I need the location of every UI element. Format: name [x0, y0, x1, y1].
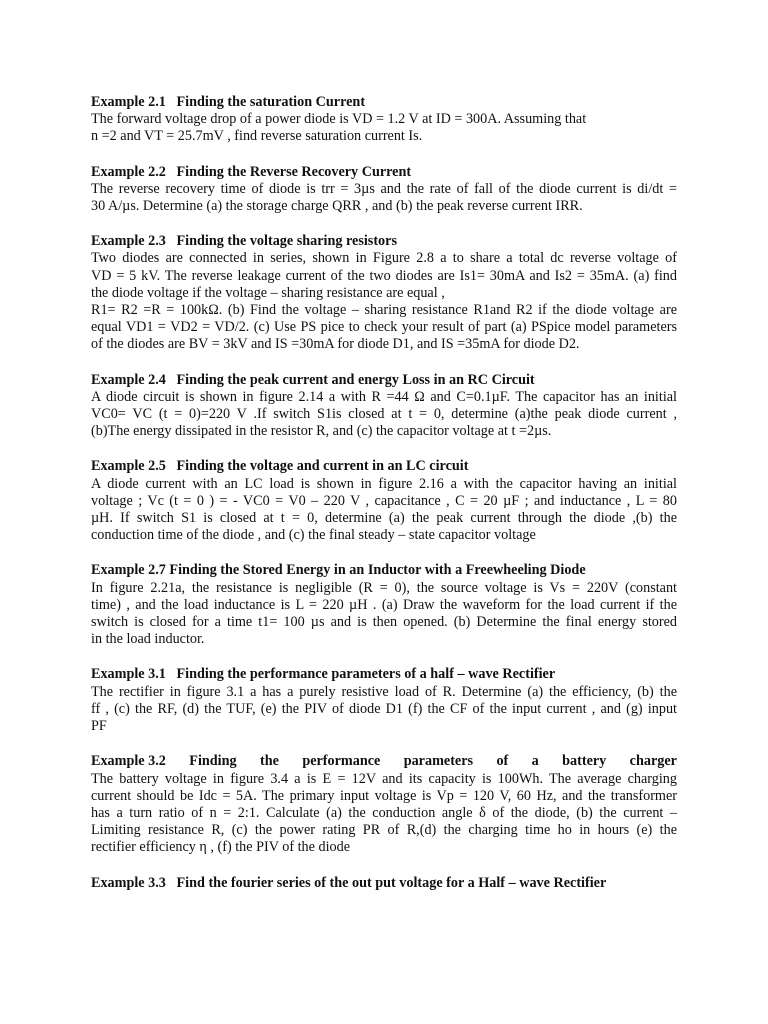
example-body [91, 389, 677, 441]
example-heading: Example 2.3 Finding the voltage sharing resistors [91, 233, 397, 250]
example-body [91, 580, 677, 649]
example-line: rectifier efficiency η , (f) the PIV of the diode [91, 839, 351, 856]
example-line: R1= R2 =R = 100kΩ. (b) Find the voltage – sharing resistance R1and R2 if the diode voltage are [91, 302, 677, 319]
example-line: the diode voltage if the voltage – sharing resistance are equal , [91, 284, 445, 301]
example-line: The reverse recovery time of diode is trr = 3µs and the rate of fall of the diode current is di/dt = [91, 180, 677, 197]
example-2-7 [91, 562, 677, 648]
example-heading: Example 2.2 Finding the Reverse Recovery Current [91, 163, 412, 180]
example-2-4 [91, 372, 677, 441]
example-heading: Example 2.4 Finding the peak current and energy Loss in an RC Circuit [91, 371, 535, 388]
example-line: (b)The energy dissipated in the resistor R, and (c) the capacitor voltage at t =2µs. [91, 423, 552, 440]
example-body [91, 476, 677, 545]
heading-word: parameters [403, 753, 474, 770]
heading-word: of [496, 753, 509, 770]
example-line: ff , (c) the RF, (d) the TUF, (e) the PIV of diode D1 (f) the CF of the input current , and (g) input [91, 700, 677, 717]
example-line: conduction time of the diode , and (c) the final steady – state capacitor voltage [91, 527, 536, 544]
example-line: Two diodes are connected in series, shown in Figure 2.8 a to share a total dc reverse voltage of [91, 250, 677, 267]
example-line: The rectifier in figure 3.1 a has a purely resistive load of R. Determine (a) the efficiency, (b) the [91, 683, 677, 700]
example-3-1 [91, 666, 677, 735]
heading-word: Example 3.2 [91, 753, 166, 770]
heading-word: charger [629, 753, 677, 770]
example-line: voltage ; Vc (t = 0 ) = - VC0 = V0 – 220 V , capacitance , C = 20 µF ; and inductance , L = 80 [91, 492, 677, 509]
example-line [91, 111, 677, 128]
document-page [91, 94, 677, 910]
heading-word: the [260, 753, 279, 770]
example-line: The battery voltage in figure 3.4 a is E = 12V and its capacity is 100Wh. The average charging [91, 770, 677, 787]
example-line: VD = 5 kV. The reverse leakage current of the two diodes are Is1= 30mA and Is2 = 35mA. (a) find [91, 267, 677, 284]
example-2-3 [91, 233, 677, 353]
example-line: current should be Idc = 5A. The primary input voltage is Vp = 120 V, 60 Hz, and the transformer [91, 787, 677, 804]
heading-word: performance [302, 753, 381, 770]
example-line: has a turn ratio of n = 2:1. Calculate (a) the conduction angle δ of the diode, (b) the current – [91, 804, 677, 821]
example-body [91, 181, 677, 215]
example-body [91, 250, 677, 353]
example-2-2 [91, 164, 677, 216]
example-line: in the load inductor. [91, 631, 205, 648]
example-line: 30 A/µs. Determine (a) the storage charge QRR , and (b) the peak reverse current IRR. [91, 198, 583, 215]
example-heading [91, 753, 677, 770]
example-heading: Example 3.3 Find the fourier series of the out put voltage for a Half – wave Rectifier [91, 874, 607, 891]
example-line [91, 128, 677, 145]
example-heading: Example 2.5 Finding the voltage and current in an LC circuit [91, 458, 469, 475]
example-heading: Example 2.7 Finding the Stored Energy in an Inductor with a Freewheeling Diode [91, 562, 586, 579]
example-line-text: n =2 and VT = 25.7mV , find reverse saturation current Is. [91, 128, 423, 145]
heading-word: battery [562, 753, 607, 770]
example-line: Limiting resistance R, (c) the power rating PR of R,(d) the charging time ho in hours (e) the [91, 822, 677, 839]
example-line: A diode circuit is shown in figure 2.14 a with R =44 Ω and C=0.1µF. The capacitor has an initial [91, 388, 677, 405]
example-line: equal VD1 = VD2 = VD/2. (c) Use PS pice to check your result of part (a) PSpice model parameters [91, 319, 677, 336]
example-2-5 [91, 458, 677, 544]
example-line: time) , and the load inductance is L = 220 µH . (a) Draw the waveform for the load current if the [91, 596, 677, 613]
example-3-2 [91, 753, 677, 856]
example-line: A diode current with an LC load is shown in figure 2.16 a with the capacitor having an initial [91, 475, 677, 492]
example-line: VC0= VC (t = 0)=220 V .If switch S1is closed at t = 0, determine (a)the peak diode current , [91, 406, 677, 423]
example-line: PF [91, 718, 107, 735]
example-heading: Example 3.1 Finding the performance parameters of a half – wave Rectifier [91, 666, 556, 683]
heading-word: Finding [189, 753, 237, 770]
example-line: µH. If switch S1 is closed at t = 0, determine (a) the peak current through the diode ,(b) the [91, 510, 677, 527]
example-body [91, 111, 677, 145]
example-body [91, 684, 677, 736]
example-line: of the diodes are BV = 3kV and IS =30mA for diode D1, and IS =35mA for diode D2. [91, 336, 580, 353]
example-line: switch is closed for a time t1= 100 µs and is then opened. (b) Determine the final energy stored [91, 614, 677, 631]
example-line: In figure 2.21a, the resistance is negligible (R = 0), the source voltage is Vs = 220V (constant [91, 579, 677, 596]
example-body [91, 771, 677, 857]
example-2-1 [91, 94, 677, 146]
example-heading: Example 2.1 Finding the saturation Current [91, 94, 366, 110]
heading-word: a [531, 753, 539, 770]
example-line-text: The forward voltage drop of a power diode is VD = 1.2 V at ID = 300A. Assuming that [91, 111, 587, 128]
example-3-3 [91, 875, 677, 892]
